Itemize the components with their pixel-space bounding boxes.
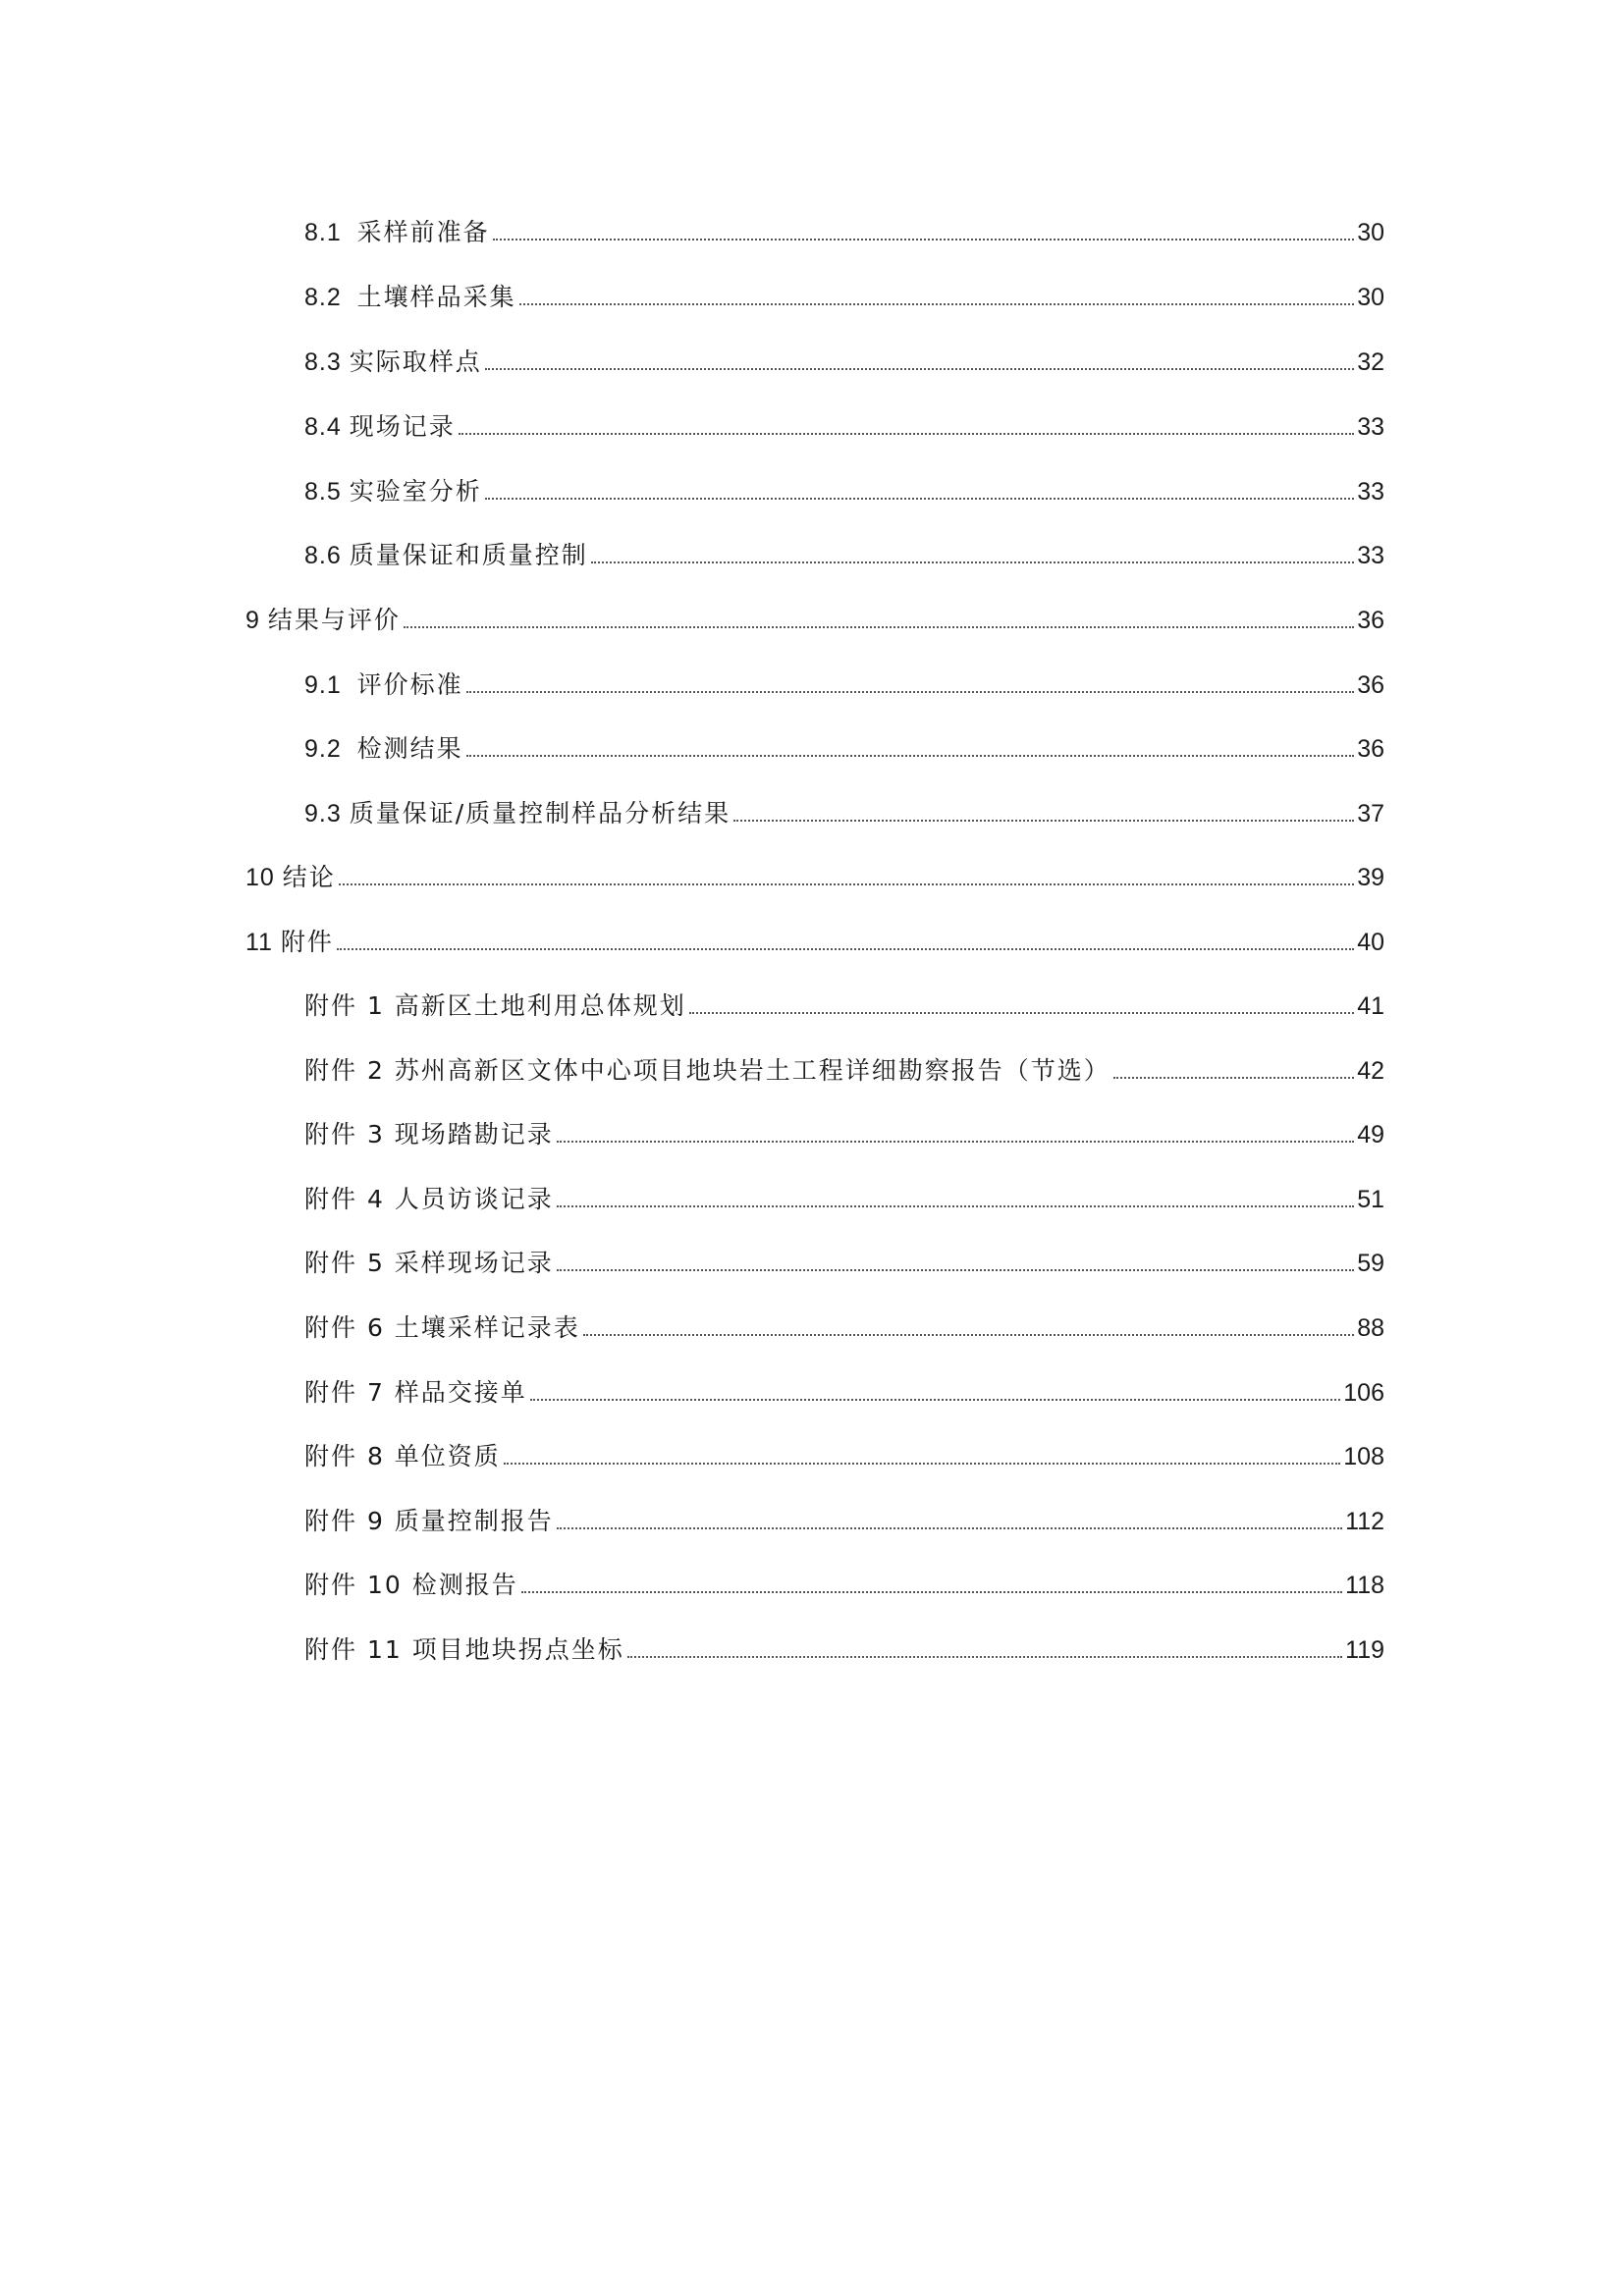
dot-leader bbox=[557, 1205, 1354, 1207]
dot-leader bbox=[519, 303, 1355, 305]
toc-entry-appendix-7[interactable] bbox=[304, 1368, 1384, 1408]
toc-entry-page-number: 36 bbox=[1357, 735, 1384, 763]
toc-entry-11[interactable] bbox=[245, 918, 1384, 957]
toc-entry-title: 附件 8 单位资质 bbox=[304, 1442, 501, 1470]
toc-entry-number: 8.2 bbox=[304, 284, 357, 311]
toc-entry-title: 附件 11 项目地块拐点坐标 bbox=[304, 1635, 624, 1664]
toc-entry-title: 结论 bbox=[282, 863, 336, 891]
toc-entry-page-number: 119 bbox=[1345, 1636, 1384, 1664]
toc-entry-page-number: 41 bbox=[1357, 992, 1384, 1020]
dot-leader bbox=[466, 691, 1355, 693]
toc-entry-appendix-4[interactable] bbox=[304, 1175, 1384, 1214]
toc-entry-page-number: 118 bbox=[1345, 1572, 1384, 1599]
dot-leader bbox=[557, 1527, 1342, 1529]
dot-leader bbox=[337, 948, 1354, 950]
toc-entry-number: 8.4 bbox=[304, 413, 350, 441]
toc-entry-page-number: 33 bbox=[1357, 413, 1384, 441]
toc-entry-title: 附件 1 高新区土地利用总体规划 bbox=[304, 991, 686, 1020]
dot-leader bbox=[504, 1463, 1340, 1465]
dot-leader bbox=[1113, 1077, 1354, 1079]
toc-entry-8-5[interactable] bbox=[304, 467, 1384, 507]
toc-entry-title: 附件 3 现场踏勘记录 bbox=[304, 1120, 554, 1148]
toc-entry-page-number: 59 bbox=[1357, 1250, 1384, 1277]
toc-entry-8-3[interactable] bbox=[304, 338, 1384, 377]
toc-entry-10[interactable] bbox=[245, 853, 1384, 892]
toc-entry-title: 检测结果 bbox=[356, 734, 463, 763]
dot-leader bbox=[521, 1591, 1342, 1593]
dot-leader bbox=[557, 1141, 1354, 1143]
toc-entry-number: 8.5 bbox=[304, 478, 350, 506]
toc-entry-page-number: 36 bbox=[1357, 607, 1384, 634]
dot-leader bbox=[459, 433, 1354, 435]
toc-entry-page-number: 33 bbox=[1357, 542, 1384, 569]
toc-entry-number: 8.6 bbox=[304, 542, 350, 569]
toc-entry-9-2[interactable] bbox=[304, 724, 1384, 764]
toc-entry-appendix-9[interactable] bbox=[304, 1497, 1384, 1536]
toc-entry-number: 8.1 bbox=[304, 219, 357, 246]
toc-entry-title: 质量保证/质量控制样品分析结果 bbox=[349, 799, 731, 828]
toc-entry-9-3[interactable] bbox=[304, 789, 1384, 828]
toc-entry-page-number: 42 bbox=[1357, 1057, 1384, 1085]
toc-entry-appendix-3[interactable] bbox=[304, 1110, 1384, 1149]
dot-leader bbox=[485, 368, 1354, 370]
toc-entry-8-4[interactable] bbox=[304, 402, 1384, 442]
toc-entry-title: 现场记录 bbox=[349, 412, 456, 441]
toc-entry-title: 附件 7 样品交接单 bbox=[304, 1378, 527, 1407]
toc-entry-appendix-11[interactable] bbox=[304, 1626, 1384, 1665]
toc-entry-title: 附件 9 质量控制报告 bbox=[304, 1507, 554, 1535]
toc-entry-title: 附件 2 苏州高新区文体中心项目地块岩土工程详细勘察报告（节选） bbox=[304, 1056, 1110, 1085]
dot-leader bbox=[557, 1269, 1354, 1271]
toc-entry-appendix-8[interactable] bbox=[304, 1432, 1384, 1471]
toc-entry-page-number: 49 bbox=[1357, 1121, 1384, 1148]
toc-entry-number: 11 bbox=[245, 929, 281, 956]
toc-entry-title: 实验室分析 bbox=[349, 477, 482, 506]
toc-entry-page-number: 108 bbox=[1343, 1443, 1384, 1470]
dot-leader bbox=[466, 755, 1355, 757]
toc-entry-title: 采样前准备 bbox=[356, 218, 490, 246]
dot-leader bbox=[493, 239, 1355, 240]
toc-entry-8-6[interactable] bbox=[304, 531, 1384, 570]
dot-leader bbox=[627, 1656, 1342, 1658]
dot-leader bbox=[485, 498, 1354, 500]
toc-entry-9-1[interactable] bbox=[304, 661, 1384, 700]
toc-entry-number: 9.2 bbox=[304, 735, 357, 763]
toc-entry-page-number: 51 bbox=[1357, 1186, 1384, 1213]
toc-entry-title: 附件 bbox=[280, 928, 334, 956]
toc-entry-page-number: 32 bbox=[1357, 348, 1384, 376]
dot-leader bbox=[339, 883, 1354, 885]
dot-leader bbox=[583, 1334, 1354, 1336]
toc-entry-number: 8.3 bbox=[304, 348, 350, 376]
toc-entry-title: 附件 6 土壤采样记录表 bbox=[304, 1313, 580, 1342]
toc-entry-title: 附件 5 采样现场记录 bbox=[304, 1249, 554, 1277]
toc-entry-page-number: 40 bbox=[1357, 929, 1384, 956]
toc-entry-page-number: 36 bbox=[1357, 671, 1384, 699]
dot-leader bbox=[404, 626, 1354, 628]
toc-entry-8-2[interactable] bbox=[304, 273, 1384, 312]
toc-entry-title: 土壤样品采集 bbox=[356, 283, 516, 311]
toc-entry-number: 9 bbox=[245, 607, 268, 634]
toc-entry-number: 9.3 bbox=[304, 800, 350, 828]
toc-entry-title: 实际取样点 bbox=[349, 347, 482, 376]
toc-entry-page-number: 30 bbox=[1357, 284, 1384, 311]
toc-entry-9[interactable] bbox=[245, 596, 1384, 635]
toc-entry-appendix-6[interactable] bbox=[304, 1304, 1384, 1343]
toc-entry-page-number: 106 bbox=[1343, 1379, 1384, 1407]
toc-entry-number: 10 bbox=[245, 864, 283, 891]
toc-entry-title: 附件 10 检测报告 bbox=[304, 1571, 518, 1599]
toc-entry-page-number: 112 bbox=[1345, 1508, 1384, 1535]
dot-leader bbox=[530, 1399, 1340, 1401]
toc-entry-page-number: 39 bbox=[1357, 864, 1384, 891]
toc-entry-page-number: 37 bbox=[1357, 800, 1384, 828]
toc-entry-8-1[interactable] bbox=[304, 208, 1384, 247]
toc-entry-title: 附件 4 人员访谈记录 bbox=[304, 1185, 554, 1213]
dot-leader bbox=[689, 1012, 1354, 1014]
toc-entry-title: 结果与评价 bbox=[267, 606, 401, 634]
toc-entry-page-number: 33 bbox=[1357, 478, 1384, 506]
toc-entry-page-number: 88 bbox=[1357, 1314, 1384, 1342]
toc-entry-appendix-2[interactable] bbox=[304, 1046, 1384, 1086]
toc-entry-appendix-10[interactable] bbox=[304, 1561, 1384, 1600]
toc-entry-appendix-1[interactable] bbox=[304, 982, 1384, 1021]
toc-entry-title: 评价标准 bbox=[356, 670, 463, 699]
dot-leader bbox=[591, 561, 1354, 563]
toc-entry-page-number: 30 bbox=[1357, 219, 1384, 246]
dot-leader bbox=[733, 820, 1354, 822]
toc-entry-number: 9.1 bbox=[304, 671, 357, 699]
toc-entry-appendix-5[interactable] bbox=[304, 1239, 1384, 1278]
toc-entry-title: 质量保证和质量控制 bbox=[349, 541, 588, 569]
